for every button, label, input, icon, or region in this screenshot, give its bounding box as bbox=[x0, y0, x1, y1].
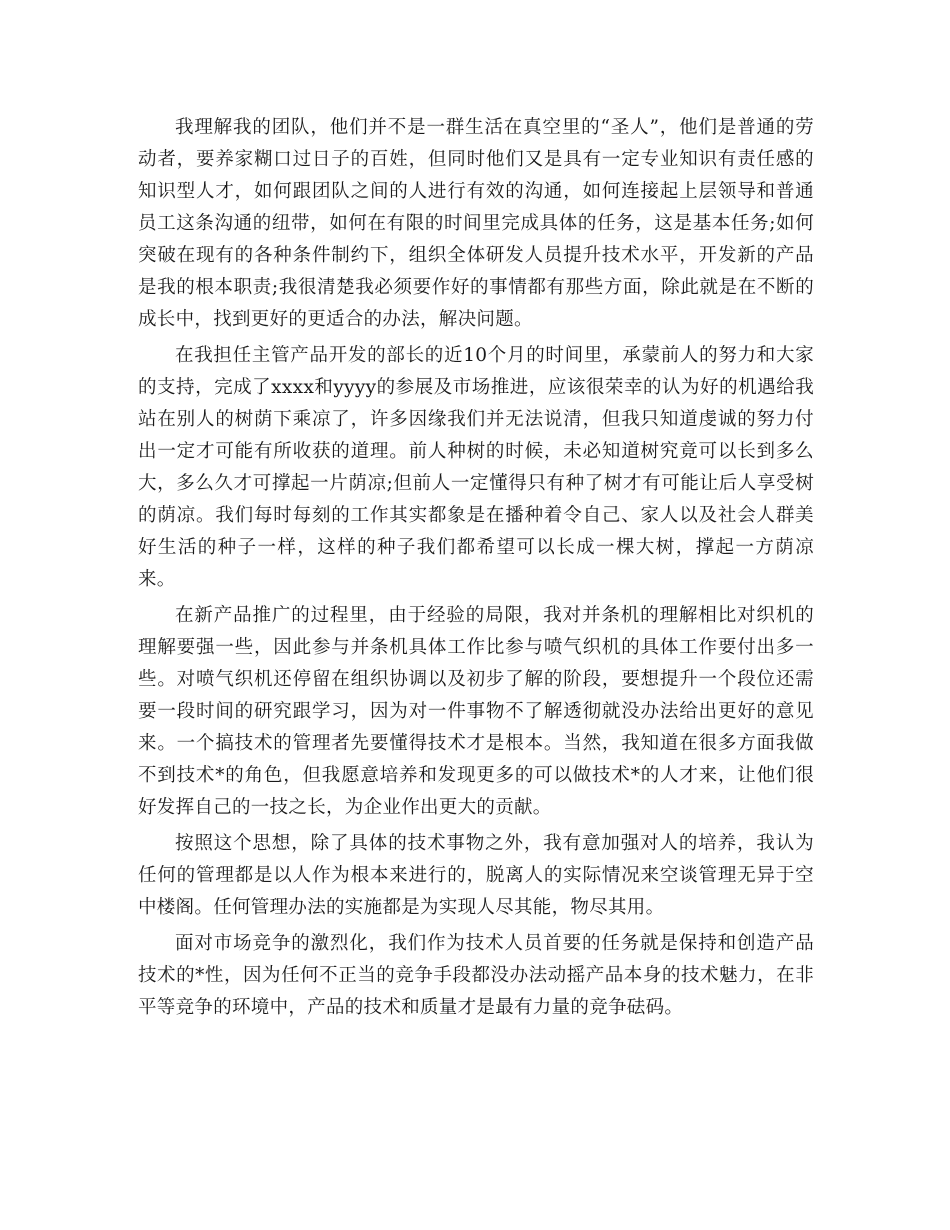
paragraph-product-promotion: 在新产品推广的过程里，由于经验的局限，我对并条机的理解相比对织机的理解要强一些，因此参与并条机具体工作比参与喷气织机的具体工作要付出多一些。对喷气织机还停留在组织协调以及初步了解的阶段，要想提升一个段位还需要一段时间的研究跟学习，因为对一件事物不了解透彻就没办法给出更好的意见来。一个搞技术的管理者先要懂得技术才是根本。当然，我知道在很多方面我做不到技术*的角色，但我愿意培养和发现更多的可以做技术*的人才来，让他们很好发挥自己的一技之长，为企业作出更大的贡献。 bbox=[138, 605, 814, 818]
paragraph-market-competition: 面对市场竞争的激烈化，我们作为技术人员首要的任务就是保持和创造产品技术的*性，因为任何不正当的竞争手段都没办法动摇产品本身的技术魅力，在非平等竞争的环境中，产品的技术和质量才是最有力量的竞争砝码。 bbox=[138, 933, 814, 1018]
paragraph-tenure-achievements: 在我担任主管产品开发的部长的近10个月的时间里，承蒙前人的努力和大家的支持，完成了xxxx和yyyy的参展及市场推进，应该很荣幸的认为好的机遇给我站在别人的树荫下乘凉了，许多因缘我们并无法说清，但我只知道虔诚的努力付出一定才可能有所收获的道理。前人种树的时候，未必知道树究竟可以长到多么大，多么久才可撑起一片荫凉;但前人一定懂得只有种了树才有可能让后人享受树的荫凉。我们每时每刻的工作其实都象是在播种着令自己、家人以及社会人群美好生活的种子一样，这样的种子我们都希望可以长成一棵大树，撑起一方荫凉来。 bbox=[138, 345, 814, 590]
document-body bbox=[138, 112, 814, 1028]
paragraph-team-understanding: 我理解我的团队，他们并不是一群生活在真空里的“圣人”，他们是普通的劳动者，要养家糊口过日子的百姓，但同时他们又是具有一定专业知识有责任感的知识型人才，如何跟团队之间的人进行有效的沟通，如何连接起上层领导和普通员工这条沟通的纽带，如何在有限的时间里完成具体的任务，这是基本任务;如何突破在现有的各种条件制约下，组织全体研发人员提升技术水平，开发新的产品是我的根本职责;我很清楚我必须要作好的事情都有那些方面，除此就是在不断的成长中，找到更好的更适合的办法，解决问题。 bbox=[138, 117, 814, 330]
paragraph-people-development: 按照这个思想，除了具体的技术事物之外，我有意加强对人的培养，我认为任何的管理都是以人作为根本来进行的，脱离人的实际情况来空谈管理无异于空中楼阁。任何管理办法的实施都是为实现人尽其能，物尽其用。 bbox=[138, 833, 814, 918]
